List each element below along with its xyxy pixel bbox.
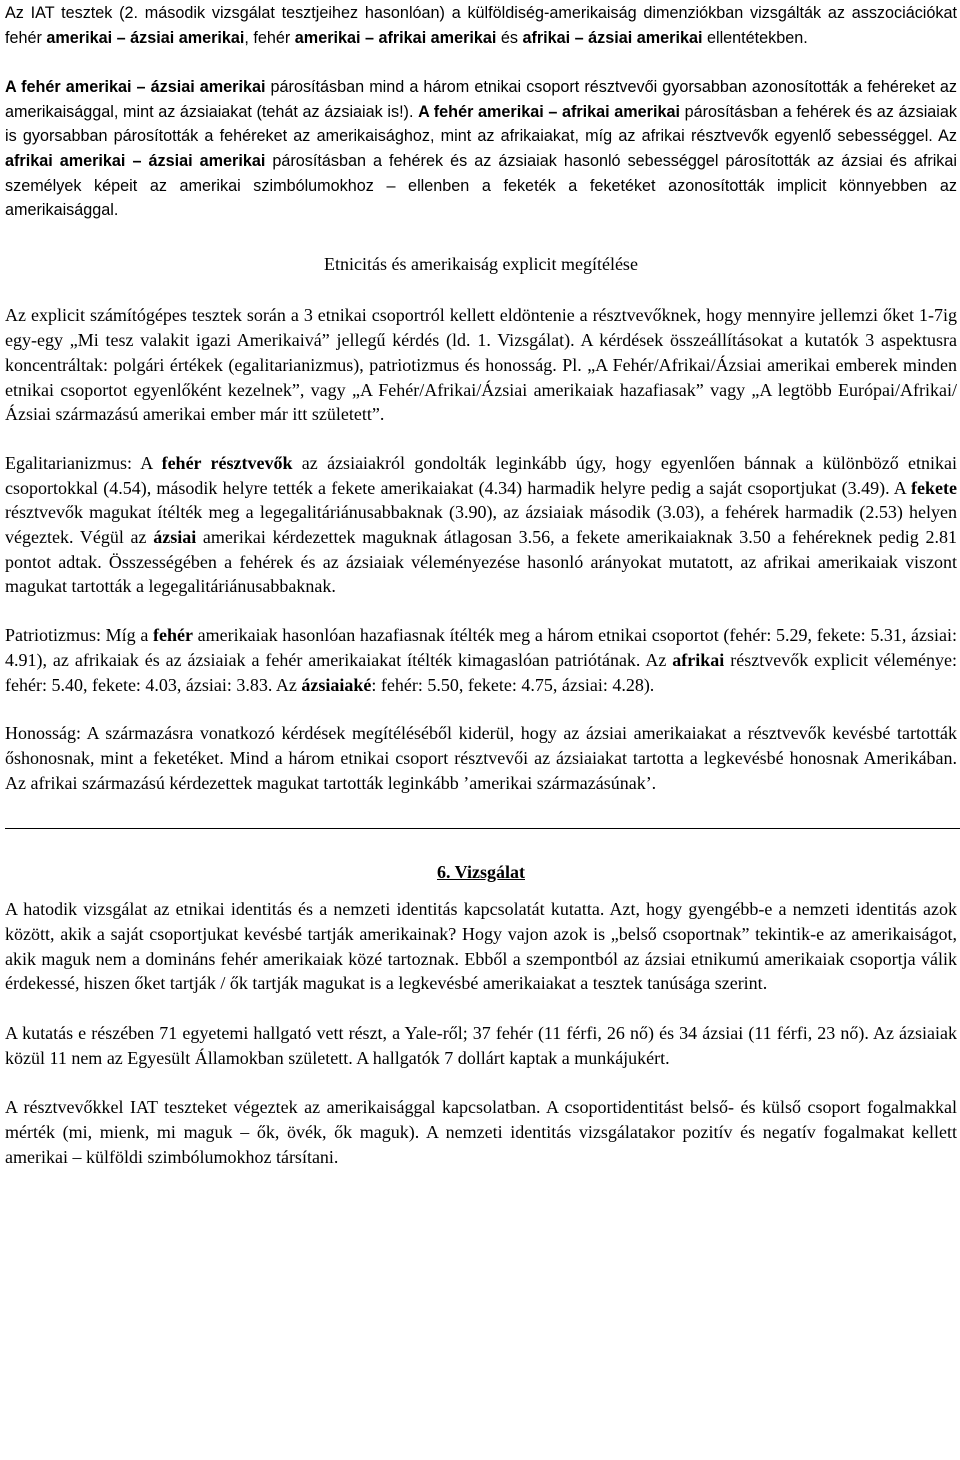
text-run: Egalitarianizmus: A — [5, 452, 162, 473]
paragraph-iat-results — [5, 75, 957, 223]
bold-run: A fehér amerikai – ázsiai amerikai — [5, 78, 266, 97]
heading-text: 6. Vizsgálat — [437, 862, 525, 883]
bold-run: amerikai – ázsiai amerikai — [46, 28, 245, 47]
bold-run: afrikai – ázsiai amerikai — [522, 28, 703, 47]
bold-run: fekete — [911, 477, 957, 498]
paragraph-iat-method: A résztvevőkkel IAT teszteket végeztek az amerikaisággal kapcsolatban. A csoportidentitást belső- és külső csoport fogalmakkal mérték (mi, mienk, mi maguk – ők, övék, ők maguk). A nemzeti identitás vizsgálatakor pozitív és negatív fogalmakat kellett amerikai – külföldi szimbólumokhoz társítani. — [5, 1097, 957, 1167]
paragraph-study-6-intro: A hatodik vizsgálat az etnikai identitás és a nemzeti identitás kapcsolatát kutatta. Azt, hogy gyengébb-e a nemzeti identitás azok között, akik a saját csoportjukat kevésbé tartják amerikainak? Hogy vajon azok is „belső csoportnak” tekintik-e az amerikaiságot, akik maguk nem a domináns fehér amerikaiak közé tartoznak. Ebből a szempontból az ázsiai etnikumú amerikaiak csoportja válik érdekessé, hiszen őket tartják / ők tartják magukat is a legkevésbé amerikaiakat a tesztek tanúsága szerint. — [5, 899, 957, 994]
section-heading-study-6 — [5, 860, 957, 885]
text-run: Patriotizmus: Míg a — [5, 625, 153, 646]
paragraph-nativity: Honosság: A származásra vonatkozó kérdések megítéléséből kiderül, hogy az ázsiai amerikaiakat a résztvevők kevésbé tartották őshonosnak, mint a feketéket. Mind a három etnikai csoport résztvevői az ázsiaiakat tartotta a legkevésbé honosnak Amerikában. Az afrikai származású kérdezettek magukat tartották leginkább ’amerikai származásúnak’. — [5, 723, 957, 793]
bold-run: A fehér amerikai – afrikai amerikai — [418, 102, 680, 121]
bold-run: afrikai amerikai – ázsiai amerikai — [5, 151, 266, 170]
text-run: és — [496, 28, 523, 47]
bold-run: ázsiaiaké — [301, 674, 372, 695]
text-run: párosításban mind a három etnikai csoport résztvevői gyorsabban azonosították a fehéreket az amerikaisággal, mint az ázsiaiakat (tehát az ázsiaiak is!). — [5, 78, 957, 121]
bold-run: amerikai – afrikai amerikai — [294, 28, 497, 47]
text-run: párosításban a fehérek és az ázsiaiak is gyorsabban párosították a fehéreket az amerikaisághoz, mint az afrikaiakat, míg az afrikai résztvevők egyenlő sebességgel. Az — [5, 102, 957, 146]
text-run: : fehér: 5.50, fekete: 4.75, ázsiai: 4.28). — [371, 674, 655, 695]
text-run: résztvevők magukat ítélték meg a legegalitáriánusabbaknak (3.90), az ázsiaiak második (3.03), a fehérek harmadik (2.53) helyen végeztek. Végül az — [5, 502, 957, 548]
paragraph-patriotism — [5, 623, 957, 697]
paragraph-participants: A kutatás e részében 71 egyetemi hallgató vett részt, a Yale-ről; 37 fehér (11 férfi, 26 nő) és 34 ázsiai (11 férfi, 23 nő). Az ázsiaiak közül 11 nem az Egyesült Államokban született. A hallgatók 7 dollárt kaptak a munkájukért. — [5, 1022, 957, 1068]
text-run: amerikai kérdezettek maguknak átlagosan 3.56, a fekete amerikaiaknak 3.50 a fehéreknek pedig 2.81 pontot adtak. Összességében a fehérek és az ázsiaiak véleményezése hasonló arányokat mutatott, az afrikai amerikaiak viszont magukat tartották a legegalitáriánusabbaknak. — [5, 527, 957, 597]
bold-run: fehér résztvevők — [161, 452, 293, 473]
paragraph-iat-intro — [5, 1, 957, 50]
text-run: résztvevők explicit véleménye: fehér: 5.40, fekete: 4.03, ázsiai: 3.83. Az — [5, 649, 957, 695]
section-heading-explicit: Etnicitás és amerikaiság explicit megítélése — [324, 253, 638, 274]
text-run: , fehér — [244, 28, 295, 47]
bold-run: ázsiai — [153, 527, 197, 548]
document-page — [5, 0, 957, 1169]
text-run: ellentétekben. — [702, 28, 808, 47]
bold-run: fehér — [152, 625, 193, 646]
horizontal-rule — [5, 828, 960, 829]
paragraph-explicit-tests: Az explicit számítógépes tesztek során a 3 etnikai csoportról kellett eldöntenie a résztvevőknek, hogy mennyire jellemzi őket 1-7ig egy-egy „Mi tesz valakit igazi Amerikaivá” jellegű kérdés (ld. 1. Vizsgálat). A kérdések összeállításokat a kutatók 3 aspektusra koncentráltak: polgári értékek (egalitarianizmus), patriotizmus és honosság. Pl. „A Fehér/Afrikai/Ázsiai amerikai emberek minden etnikai csoportot egyenlőként kezelnek”, vagy „A Fehér/Afrikai/Ázsiai amerikaiak hazafiasak” vagy „A legtöbb Európai/Afrikai/Ázsiai származású amerikai ember már itt született”. — [5, 305, 957, 425]
text-run: amerikaiak hasonlóan hazafiasnak ítélték meg a három etnikai csoportot (fehér: 5.29, fekete: 5.31, ázsiai: 4.91), az afrikaiak és az ázsiaiak a fehér amerikaiakat ítélték kimagaslóan patriótának. Az — [5, 625, 957, 670]
text-run: az ázsiaiakról gondolták leginkább úgy, hogy egyenlően bánnak a különböző etnikai csoportokkal (4.54), második helyre tették a fekete amerikaiakat (4.34) harmadik helyre pedig a saját csoportjukat (3.49). A — [5, 452, 957, 498]
paragraph-egalitarianism — [5, 451, 957, 599]
bold-run: afrikai — [672, 649, 725, 670]
text-run: párosításban a fehérek és az ázsiaiak hasonló sebességgel párosították az ázsiai és afrikai személyek képeit az amerikai szimbólumokhoz – ellenben a feketék a feketéket azonosították implicit könnyebben az amerikaisággal. — [5, 151, 958, 220]
text-run: Az IAT tesztek (2. második vizsgálat tesztjeihez hasonlóan) a külföldiség-amerikaiság dimenziókban vizsgálták az asszociációkat fehér — [5, 4, 957, 47]
